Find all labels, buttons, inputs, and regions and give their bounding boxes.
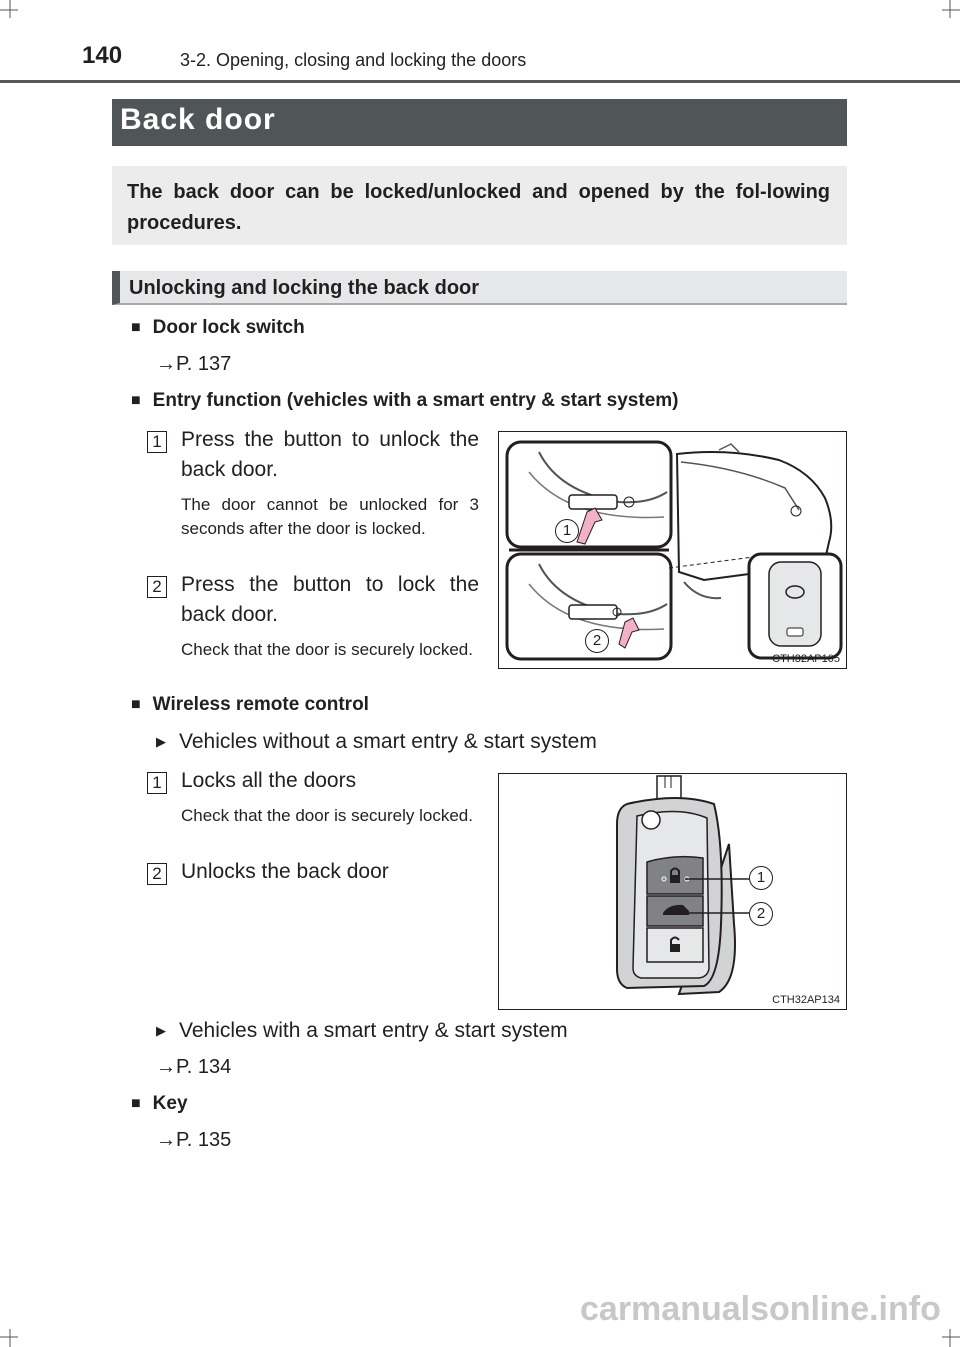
door-lock-switch-ref[interactable]: →P. 137 bbox=[156, 353, 232, 375]
section-title: Back door bbox=[120, 103, 276, 136]
callout-2: 2 bbox=[585, 629, 609, 653]
subsection-heading bbox=[112, 271, 847, 305]
without-smart-label: ▶ Vehicles without a smart entry & start system bbox=[156, 730, 597, 754]
section-title-bar bbox=[112, 99, 847, 146]
watermark: carmanualsonline.info bbox=[580, 1290, 941, 1328]
page-number: 140 bbox=[82, 42, 123, 69]
figure-wireless-remote bbox=[498, 773, 847, 1010]
wireless-step-2-text: Unlocks the back door bbox=[181, 860, 389, 883]
back-door-illustration bbox=[499, 432, 846, 668]
door-lock-switch-heading: ■ Door lock switch bbox=[131, 317, 305, 339]
key-heading: ■ Key bbox=[131, 1093, 188, 1115]
entry-step-2-note: Check that the door is securely locked. bbox=[181, 640, 473, 659]
with-smart-ref[interactable]: →P. 134 bbox=[156, 1056, 232, 1078]
figure-code: CTH32AP105 bbox=[772, 653, 840, 665]
chapter-title: 3-2. Opening, closing and locking the doors bbox=[180, 50, 527, 70]
key-ref[interactable]: →P. 135 bbox=[156, 1129, 232, 1151]
wireless-step-1-note: Check that the door is securely locked. bbox=[181, 806, 473, 825]
step-number: 2 bbox=[147, 576, 167, 598]
intro-box bbox=[112, 166, 847, 245]
remote-key-illustration bbox=[499, 774, 846, 1009]
wireless-step-1-text: Locks all the doors bbox=[181, 769, 357, 792]
callout-2: 2 bbox=[749, 902, 773, 926]
entry-step-2-text: Press the button to lock the back door. bbox=[181, 573, 479, 626]
entry-function-heading: ■ Entry function (vehicles with a smart entry & start system) bbox=[131, 390, 678, 412]
subsection-title: Unlocking and locking the back door bbox=[129, 277, 480, 299]
callout-1: 1 bbox=[749, 866, 773, 890]
entry-step-1-text: Press the button to unlock the back door. bbox=[181, 428, 479, 481]
step-number: 1 bbox=[147, 772, 167, 794]
entry-step-1-note: The door cannot be unlocked for 3 seconds after the door is locked. bbox=[181, 495, 479, 538]
intro-text: The back door can be locked/unlocked and opened by the fol-lowing procedures. bbox=[127, 181, 830, 234]
step-number: 1 bbox=[147, 431, 167, 453]
callout-1: 1 bbox=[555, 519, 579, 543]
figure-entry-function bbox=[498, 431, 847, 669]
figure-code: CTH32AP134 bbox=[772, 994, 840, 1006]
wireless-heading: ■ Wireless remote control bbox=[131, 694, 369, 716]
with-smart-label: ▶ Vehicles with a smart entry & start system bbox=[156, 1019, 568, 1043]
step-number: 2 bbox=[147, 863, 167, 885]
